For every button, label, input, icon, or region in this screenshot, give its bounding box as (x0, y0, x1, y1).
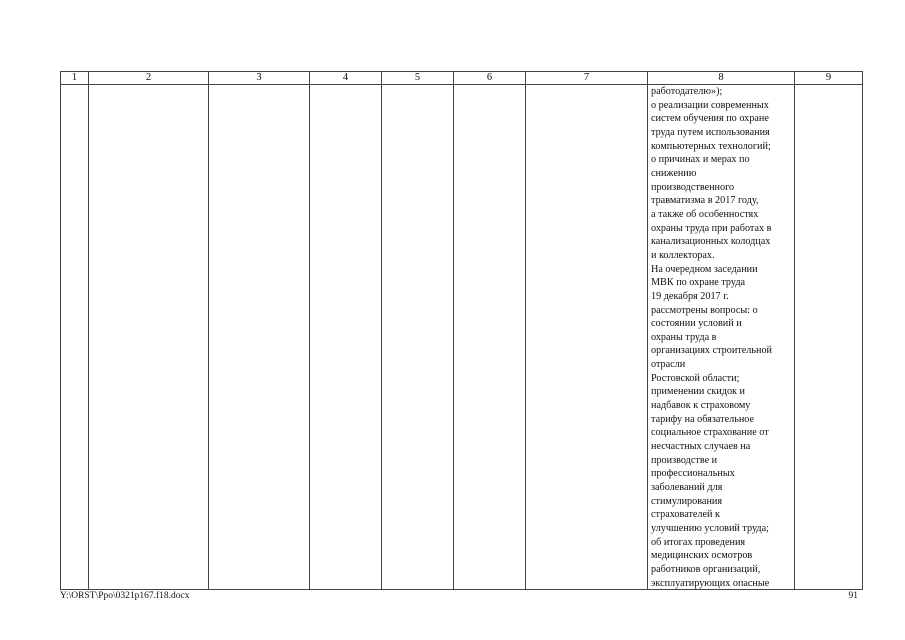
cell-col-1 (61, 85, 89, 590)
text-line: производственного (651, 181, 735, 193)
cell-col-2 (89, 85, 209, 590)
text-line: снижению (651, 167, 697, 179)
text-line: профессиональных (651, 468, 735, 480)
column-header-1: 1 (61, 72, 89, 85)
text-line: эксплуатирующих опасные (651, 577, 770, 589)
cell-col-8 (648, 85, 795, 590)
text-line: улучшению условий труда; (651, 523, 769, 534)
text-line: канализационных колодцах (651, 236, 771, 248)
text-line: рассмотрены вопросы: о (651, 304, 758, 316)
text-line: труда путем использования (651, 126, 770, 138)
column-header-7: 7 (526, 72, 648, 85)
cell-col-6 (454, 85, 526, 590)
text-line: травматизма в 2017 году, (651, 195, 759, 207)
header-row (61, 72, 863, 85)
text-line: надбавок к страховому (651, 400, 751, 412)
text-line: тарифу на обязательное (651, 413, 755, 425)
text-line: страхователей к (651, 509, 720, 521)
text-line: медицинских осмотров (651, 550, 753, 562)
footer-page-number: 91 (848, 591, 858, 601)
text-line: 19 декабря 2017 г. (651, 290, 729, 302)
text-line: организациях строительной (651, 345, 773, 357)
text-line: о реализации современных (651, 99, 769, 111)
text-line: компьютерных технологий; (651, 140, 771, 152)
text-line: работодателю»); (651, 86, 723, 97)
text-line: а также об особенностях (651, 208, 759, 220)
text-line: заболеваний для (651, 482, 723, 494)
cell-col-4 (310, 85, 382, 590)
text-line: производстве и (651, 454, 718, 466)
text-line: охраны труда при работах в (651, 222, 772, 234)
column-header-9: 9 (795, 72, 863, 85)
footer-file-path: Y:\ORST\Ppo\0321p167.f18.docx (60, 591, 190, 601)
text-line: отрасли (651, 359, 686, 371)
cell-col-5 (382, 85, 454, 590)
text-line: систем обучения по охране (651, 113, 769, 125)
column-header-5: 5 (382, 72, 454, 85)
cell-col-8-text (648, 85, 794, 589)
cell-col-7 (526, 85, 648, 590)
text-line: о причинах и мерах по (651, 154, 750, 166)
cell-col-9 (795, 85, 863, 590)
text-line: применении скидок и (651, 386, 745, 398)
text-line: несчастных случаев на (651, 441, 751, 453)
column-header-6: 6 (454, 72, 526, 85)
text-line: и коллекторах. (651, 249, 715, 261)
column-header-8: 8 (648, 72, 795, 85)
text-line: состоянии условий и (651, 318, 742, 330)
column-header-4: 4 (310, 72, 382, 85)
text-line: На очередном заседании (651, 263, 758, 275)
text-line: охраны труда в (651, 331, 717, 343)
text-line: МВК по охране труда (651, 277, 746, 289)
text-line: об итогах проведения (651, 536, 746, 548)
text-line: стимулирования (651, 495, 723, 507)
data-table (60, 71, 863, 590)
table-row (61, 85, 863, 590)
text-line: работников организаций, (651, 563, 761, 575)
text-line: Ростовской области; (651, 372, 740, 384)
column-header-3: 3 (209, 72, 310, 85)
cell-col-3 (209, 85, 310, 590)
column-header-2: 2 (89, 72, 209, 85)
text-line: социальное страхование от (651, 427, 769, 439)
